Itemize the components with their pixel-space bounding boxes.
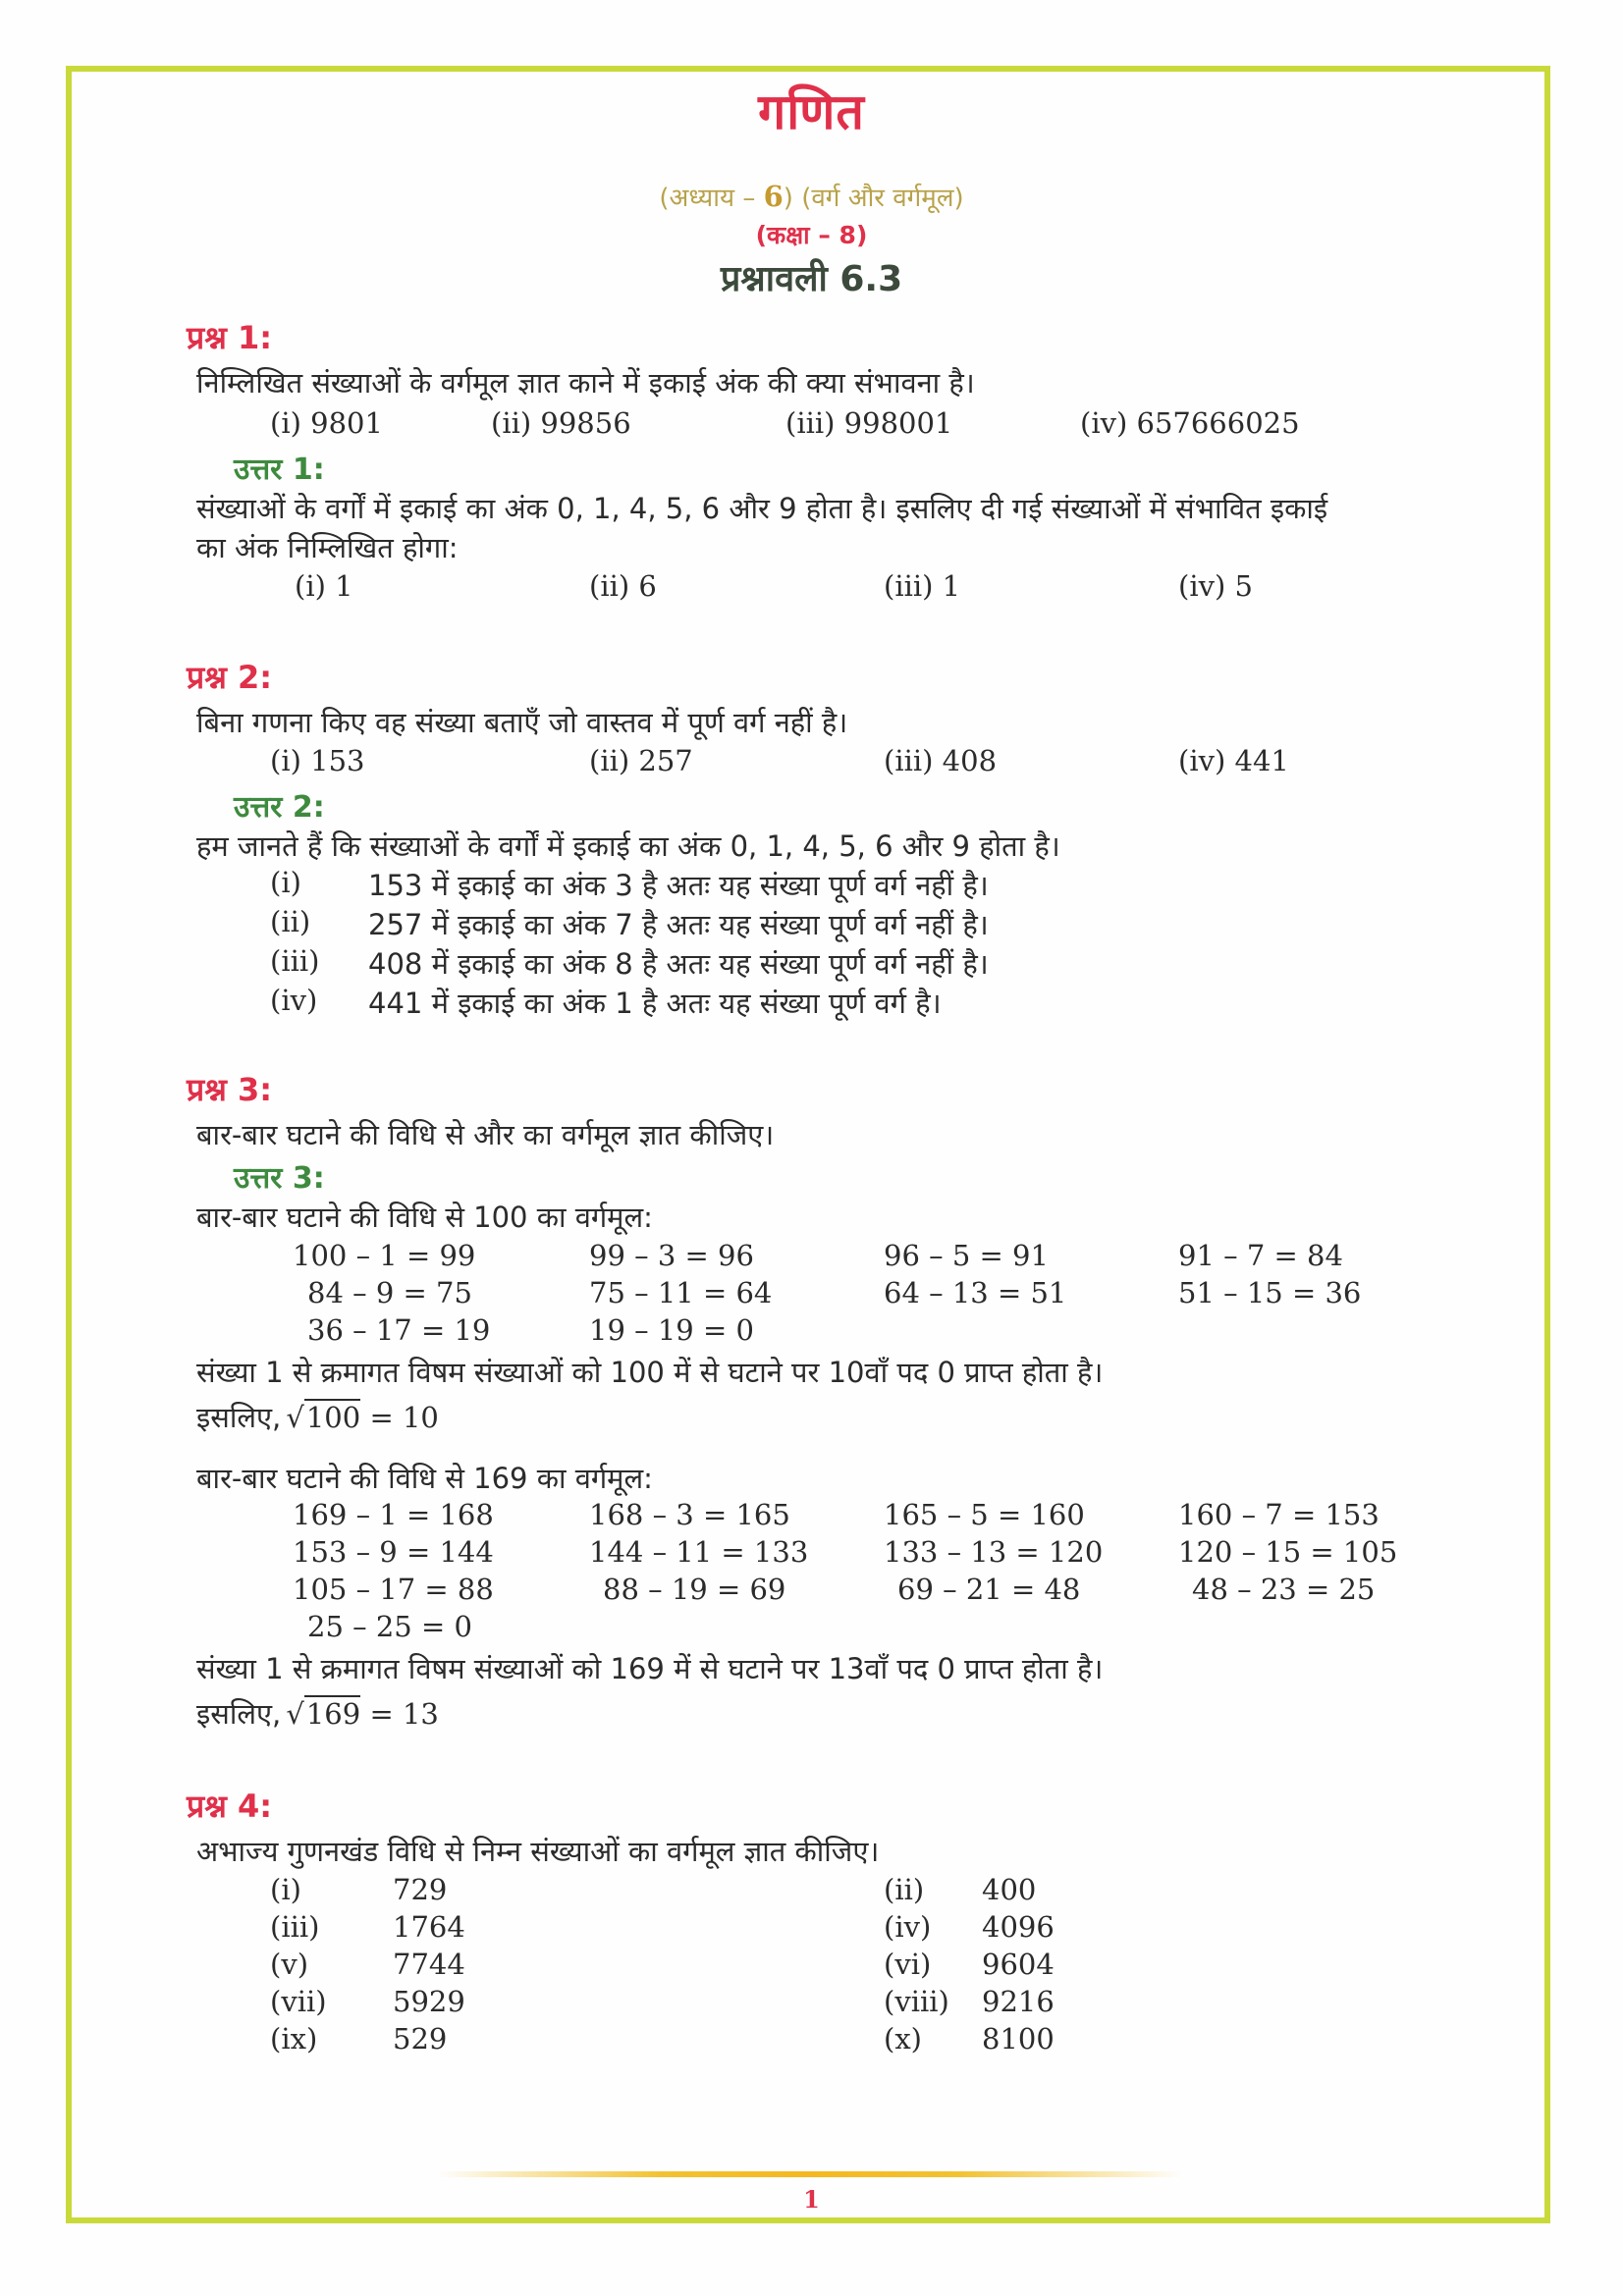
q2-option: (iii) 408	[884, 744, 998, 777]
step: 160 – 7 = 153	[1178, 1498, 1380, 1531]
q4-value: 9604	[982, 1948, 1055, 1981]
q4-value: 4096	[982, 1910, 1055, 1944]
step: 169 – 1 = 168	[293, 1498, 494, 1531]
q4-roman: (ix)	[270, 2022, 318, 2056]
result-value: = 10	[369, 1401, 439, 1434]
q4-value: 729	[393, 1873, 448, 1906]
q1-option: (iii) 998001	[785, 406, 953, 440]
question-1-label: प्रश्न 1:	[187, 319, 273, 356]
q2-option: (ii) 257	[589, 744, 693, 777]
q4-value: 5929	[393, 1985, 465, 2018]
result-value: = 13	[369, 1697, 439, 1731]
answer-1-text-cont: का अंक निम्लिखित होगा:	[196, 531, 459, 564]
footer-divider	[437, 2171, 1183, 2177]
q4-value: 400	[982, 1873, 1037, 1906]
step: 19 – 19 = 0	[589, 1313, 754, 1347]
step: 91 – 7 = 84	[1178, 1239, 1343, 1272]
step: 99 – 3 = 96	[589, 1239, 754, 1272]
step: 48 – 23 = 25	[1192, 1573, 1376, 1606]
a2-text: 257 में इकाई का अंक 7 है अतः यह संख्या पूर्ण वर्ग नहीं है।	[368, 908, 989, 941]
exercise-title: प्रश्नावली 6.3	[720, 259, 903, 299]
q4-roman: (viii)	[884, 1985, 949, 2018]
answer-3-part2-intro: बार-बार घटाने की विधि से 169 का वर्गमूल:	[196, 1462, 653, 1495]
chapter-title: ) (वर्ग और वर्गमूल)	[783, 184, 964, 213]
answer-3-part2-result	[196, 1694, 439, 1733]
chapter-heading	[0, 179, 1623, 214]
subject-title: गणित	[758, 83, 865, 140]
q4-roman: (ii)	[884, 1873, 925, 1906]
answer-3-part1-result	[196, 1398, 439, 1436]
q4-value: 7744	[393, 1948, 465, 1981]
answer-2-intro: हम जानते हैं कि संख्याओं के वर्गों में इकाई का अंक 0, 1, 4, 5, 6 और 9 होता है।	[196, 829, 1060, 863]
answer-3-part1-intro: बार-बार घटाने की विधि से 100 का वर्गमूल:	[196, 1201, 653, 1234]
class-label: (कक्षा – 8)	[755, 221, 868, 249]
a2-text: 153 में इकाई का अंक 3 है अतः यह संख्या पूर्ण वर्ग नहीं है।	[368, 869, 989, 902]
answer-2-label: उत्तर 2:	[234, 790, 325, 825]
step: 75 – 11 = 64	[589, 1276, 773, 1309]
step: 165 – 5 = 160	[884, 1498, 1085, 1531]
step: 69 – 21 = 48	[897, 1573, 1081, 1606]
q2-option: (i) 153	[270, 744, 365, 777]
q4-roman: (i)	[270, 1873, 301, 1906]
chapter-number: 6	[763, 180, 784, 213]
question-1-text: निम्लिखित संख्याओं के वर्गमूल ज्ञात काने में इकाई अंक की क्या संभावना है।	[196, 366, 975, 400]
q4-roman: (iv)	[884, 1910, 932, 1944]
step: 64 – 13 = 51	[884, 1276, 1067, 1309]
step: 25 – 25 = 0	[307, 1610, 472, 1643]
q1-option: (ii) 99856	[491, 406, 631, 440]
question-2-text: बिना गणना किए वह संख्या बताएँ जो वास्तव में पूर्ण वर्ग नहीं है।	[196, 706, 848, 739]
answer-3-part2-conclusion: संख्या 1 से क्रमागत विषम संख्याओं को 169 में से घटाने पर 13वाँ पद 0 प्राप्त होता है।	[196, 1652, 1104, 1685]
answer-1-label: उत्तर 1:	[234, 453, 325, 487]
square-root-expression	[286, 1399, 438, 1434]
a2-roman: (iii)	[270, 944, 320, 978]
q4-value: 529	[393, 2022, 448, 2056]
a1-item: (ii) 6	[589, 569, 657, 603]
answer-3-part1-conclusion: संख्या 1 से क्रमागत विषम संख्याओं को 100 में से घटाने पर 10वाँ पद 0 प्राप्त होता है।	[196, 1356, 1104, 1389]
a2-roman: (iv)	[270, 984, 318, 1017]
step: 84 – 9 = 75	[307, 1276, 472, 1309]
question-3-label: प्रश्न 3:	[187, 1071, 273, 1108]
q1-option: (iv) 657666025	[1080, 406, 1300, 440]
step: 120 – 15 = 105	[1178, 1535, 1398, 1569]
radicand: 100	[305, 1401, 361, 1434]
question-4-label: प्रश्न 4:	[187, 1788, 273, 1825]
q4-value: 8100	[982, 2022, 1055, 2056]
radical-sign-icon: √	[286, 1697, 304, 1731]
step: 51 – 15 = 36	[1178, 1276, 1362, 1309]
q4-roman: (iii)	[270, 1910, 320, 1944]
step: 96 – 5 = 91	[884, 1239, 1049, 1272]
step: 153 – 9 = 144	[293, 1535, 494, 1569]
q4-value: 1764	[393, 1910, 465, 1944]
answer-3-label: उत्तर 3:	[234, 1161, 325, 1196]
result-prefix: इसलिए,	[196, 1697, 282, 1731]
step: 88 – 19 = 69	[603, 1573, 786, 1606]
q2-option: (iv) 441	[1178, 744, 1289, 777]
step: 105 – 17 = 88	[293, 1573, 494, 1606]
q1-option: (i) 9801	[270, 406, 383, 440]
a1-item: (iv) 5	[1178, 569, 1253, 603]
a2-text: 441 में इकाई का अंक 1 है अतः यह संख्या पूर्ण वर्ग है।	[368, 987, 942, 1020]
step: 100 – 1 = 99	[293, 1239, 476, 1272]
step: 36 – 17 = 19	[307, 1313, 491, 1347]
a2-roman: (i)	[270, 866, 301, 899]
question-3-text: बार-बार घटाने की विधि से और का वर्गमूल ज्ञात कीजिए।	[196, 1118, 775, 1151]
question-2-label: प्रश्न 2:	[187, 659, 273, 696]
q4-roman: (x)	[884, 2022, 922, 2056]
q4-roman: (vi)	[884, 1948, 932, 1981]
step: 168 – 3 = 165	[589, 1498, 790, 1531]
a1-item: (i) 1	[295, 569, 353, 603]
radicand: 169	[305, 1697, 361, 1731]
q4-value: 9216	[982, 1985, 1055, 2018]
step: 133 – 13 = 120	[884, 1535, 1104, 1569]
a1-item: (iii) 1	[884, 569, 961, 603]
step: 144 – 11 = 133	[589, 1535, 809, 1569]
result-prefix: इसलिए,	[196, 1401, 282, 1434]
q4-roman: (v)	[270, 1948, 309, 1981]
q4-roman: (vii)	[270, 1985, 327, 2018]
page-number: 1	[803, 2185, 820, 2214]
chapter-open: (अध्याय –	[659, 184, 764, 213]
a2-text: 408 में इकाई का अंक 8 है अतः यह संख्या पूर्ण वर्ग नहीं है।	[368, 947, 989, 981]
a2-roman: (ii)	[270, 905, 311, 938]
question-4-text: अभाज्य गुणनखंड विधि से निम्न संख्याओं का वर्गमूल ज्ञात कीजिए।	[196, 1835, 880, 1868]
radical-sign-icon: √	[286, 1401, 304, 1434]
square-root-expression	[286, 1695, 438, 1731]
answer-1-text: संख्याओं के वर्गों में इकाई का अंक 0, 1, 4, 5, 6 और 9 होता है। इसलिए दी गई संख्याओं में संभावित इकाई	[196, 492, 1328, 525]
